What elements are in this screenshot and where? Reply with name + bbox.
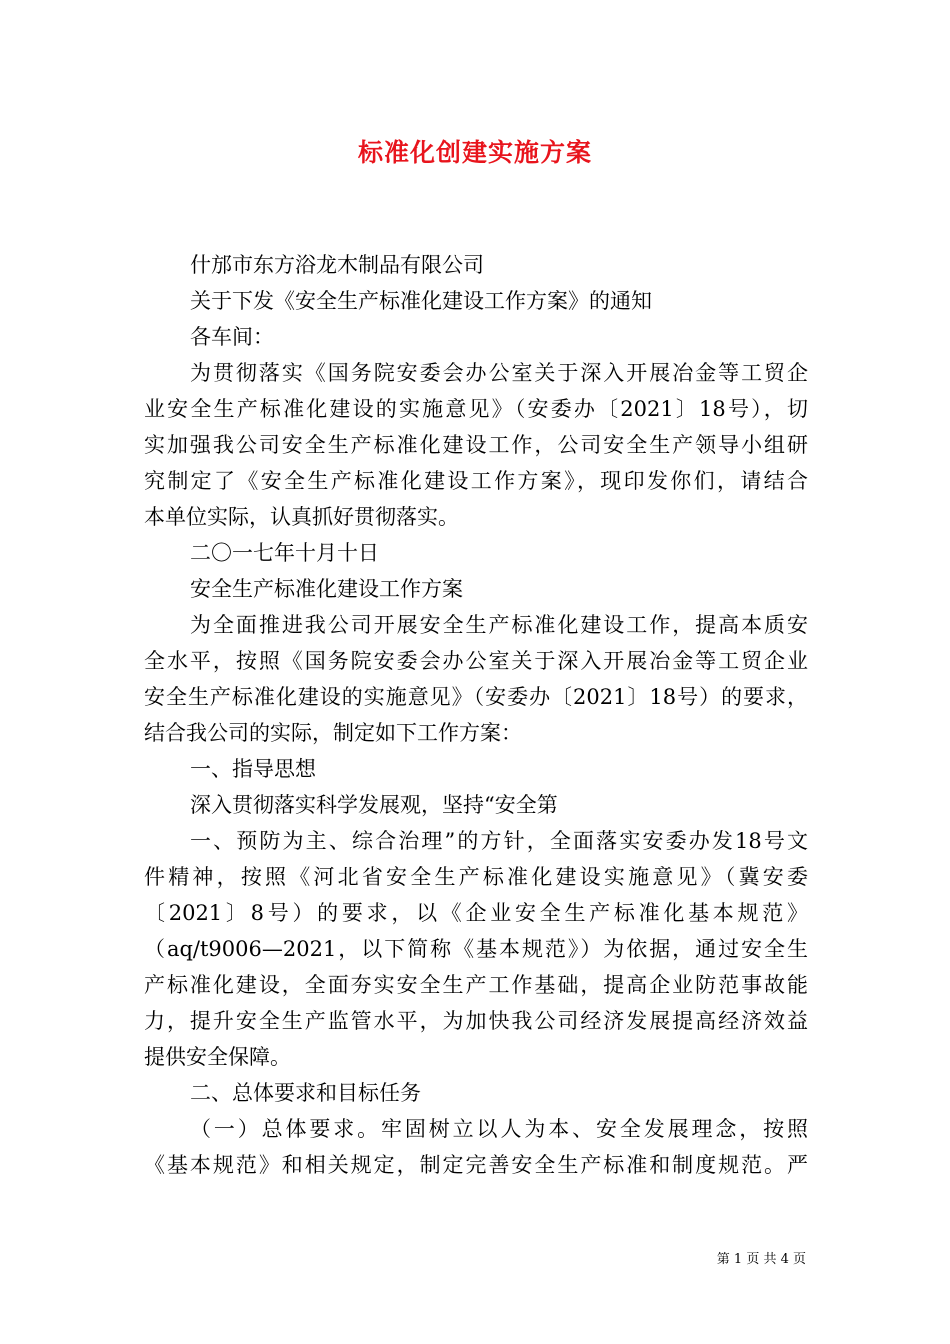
text-line: 件精神，按照《河北省安全生产标准化建设实施意见》（冀安委 — [144, 865, 808, 889]
text-line: 为贯彻落实《国务院安委会办公室关于深入开展冶金等工贸企 — [190, 361, 808, 385]
text-line: 安全生产标准化建设的实施意见》（安委办〔2021〕18号）的要求， — [144, 685, 808, 709]
text-line: 〔2021〕8号）的要求，以《企业安全生产标准化基本规范》 — [144, 901, 808, 925]
text-line: 结合我公司的实际，制定如下工作方案： — [144, 721, 522, 745]
text-line: 力，提升安全生产监管水平，为加快我公司经济发展提高经济效益 — [144, 1009, 808, 1033]
text-line: 全水平，按照《国务院安委会办公室关于深入开展冶金等工贸企业 — [144, 649, 808, 673]
text-line: 提供安全保障。 — [144, 1045, 291, 1069]
text-line: 一、预防为主、综合治理”的方针，全面落实安委办发18号文 — [190, 829, 808, 853]
document-body — [144, 247, 808, 1183]
text-line: 本单位实际，认真抓好贯彻落实。 — [144, 505, 459, 529]
text-line: （aq/t9006—2021，以下简称《基本规范》）为依据，通过安全生 — [144, 937, 808, 961]
text-line: 关于下发《安全生产标准化建设工作方案》的通知 — [190, 289, 652, 313]
text-line: 二、总体要求和目标任务 — [190, 1081, 421, 1105]
text-line: 深入贯彻落实科学发展观，坚持“安全第 — [190, 793, 558, 817]
text-line: 安全生产标准化建设工作方案 — [190, 577, 463, 601]
text-line: 为全面推进我公司开展安全生产标准化建设工作，提高本质安 — [190, 613, 808, 637]
text-line: 《基本规范》和相关规定，制定完善安全生产标准和制度规范。严 — [144, 1153, 808, 1177]
page-number: 第 1 页 共 4 页 — [716, 1252, 806, 1267]
text-line: 各车间： — [190, 325, 274, 349]
text-line: 产标准化建设，全面夯实安全生产工作基础，提高企业防范事故能 — [144, 973, 808, 997]
text-line: 一、指导思想 — [190, 757, 316, 781]
text-line: （一）总体要求。牢固树立以人为本、安全发展理念，按照 — [190, 1117, 808, 1141]
document-title: 标准化创建实施方案 — [357, 138, 592, 167]
text-line: 究制定了《安全生产标准化建设工作方案》，现印发你们，请结合 — [144, 469, 808, 493]
text-line: 二〇一七年十月十日 — [190, 541, 379, 565]
text-line: 实加强我公司安全生产标准化建设工作，公司安全生产领导小组研 — [144, 433, 808, 457]
text-line: 什邡市东方浴龙木制品有限公司 — [190, 253, 484, 277]
text-line: 业安全生产标准化建设的实施意见》（安委办〔2021〕18号），切 — [144, 397, 808, 421]
